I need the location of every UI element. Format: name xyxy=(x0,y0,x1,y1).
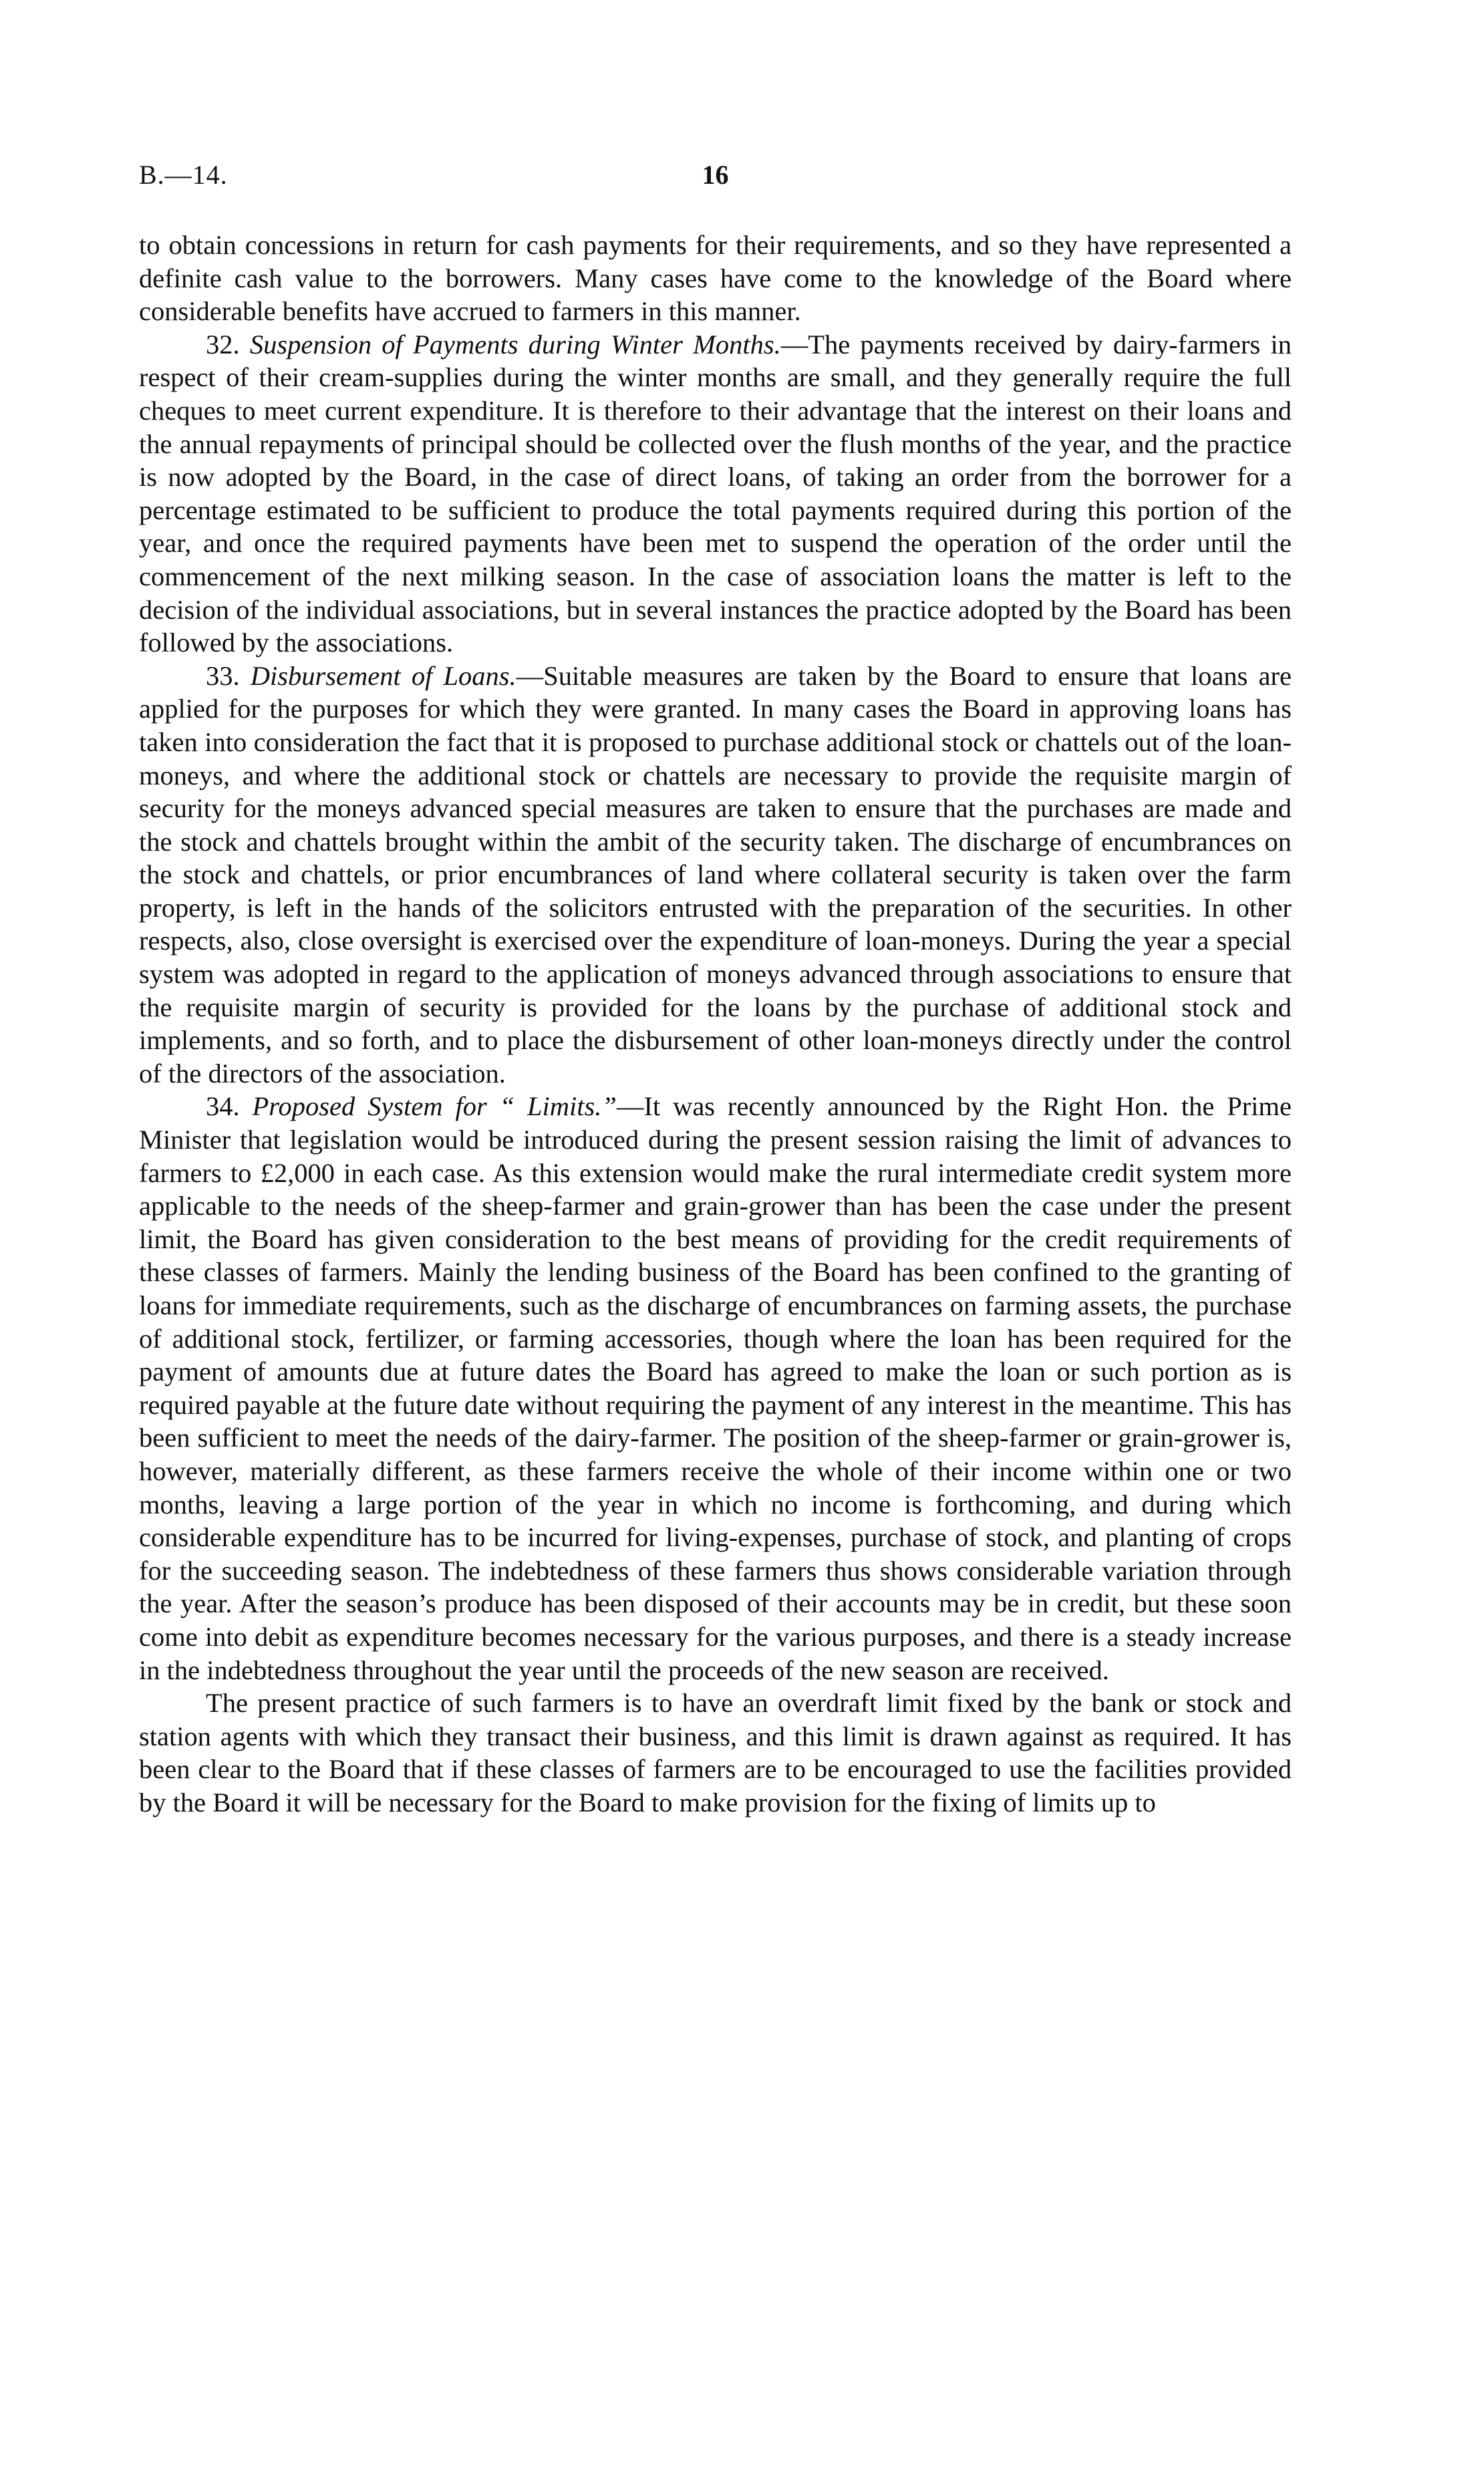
paragraph-heading: Proposed System for “ Limits.” xyxy=(252,1091,617,1122)
paragraph-text: —It was recently announced by the Right Hon. the Prime Minister that legislation would be introduced during the present session raising the limit of advances to farmers to £2,000 in each case. As this extension would make the rural intermediate credit system more applicable to the needs of the sheep-farmer and grain-grower than has been the case under the present limit, the Board has given consideration to the best means of providing for the credit requirements of these classes of farmers. Mainly the lending business of the Board has been confined to the granting of loans for immediate requirements, such as the discharge of encumbrances on farming assets, the purchase of additional stock, fertilizer, or farming accessories, though where the loan has been required for the payment of amounts due at future dates the Board has agreed to make the loan or such portion as is required payable at the future date without requiring the payment of any interest in the meantime. This has been sufficient to meet the needs of the dairy-farmer. The position of the sheep-farmer or grain-grower is, however, materially different, as these farmers receive the whole of their income within one or two months, leaving a large portion of the year in which no income is forthcoming, and during which considerable expenditure has to be incurred for living-expenses, purchase of stock, and planting of crops for the succeeding season. The indebtedness of these farmers thus shows considerable variation through the year. After the season’s produce has been disposed of their accounts may be in credit, but these soon come into debit as expenditure becomes necessary for the various purposes, and there is a steady increase in the indebtedness throughout the year until the proceeds of the new season are received. xyxy=(139,1091,1292,1685)
paragraph-text: to obtain concessions in return for cash payments for their requirements, and so they have represented a definite cash value to the borrowers. Many cases have come to the knowledge of the Board where considerable benefits have accrued to farmers in this manner. xyxy=(139,230,1292,327)
paragraph-text: —The payments received by dairy-farmers in respect of their cream-supplies during the winter months are small, and they generally require the full cheques to meet current expenditure. It is therefore to their advantage that the interest on their loans and the annual repayments of principal should be collected over the flush months of the year, and the practice is now adopted by the Board, in the case of direct loans, of taking an order from the borrower for a percentage estimated to be sufficient to produce the total payments required during this portion of the year, and once the required payments have been met to suspend the operation of the order until the commencement of the next milking season. In the case of association loans the matter is left to the decision of the individual associations, but in several instances the practice adopted by the Board has been followed by the associations. xyxy=(139,329,1292,658)
paragraph-text: The present practice of such farmers is to have an overdraft limit fixed by the bank or stock and station agents with which they transact their business, and this limit is drawn against as required. It has been clear to the Board that if these classes of farmers are to be encouraged to use the facilities provided by the Board it will be necessary for the Board to make provision for the fixing of limits up to xyxy=(139,1688,1292,1817)
paragraph-text: —Suitable measures are taken by the Board to ensure that loans are applied for the purposes for which they were granted. In many cases the Board in approving loans has taken into consideration the fact that it is proposed to purchase additional stock or chattels out of the loan-moneys, and where the additional stock or chattels are necessary to provide the requisite margin of security for the moneys advanced special measures are taken to ensure that the purchases are made and the stock and chattels brought within the ambit of the security taken. The discharge of encumbrances on the stock and chattels, or prior encumbrances of land where collateral security is taken over the farm property, is left in the hands of the solicitors entrusted with the preparation of the securities. In other respects, also, close oversight is exercised over the expenditure of loan-moneys. During the year a special system was adopted in regard to the application of moneys advanced through associations to ensure that the requisite margin of security is provided for the loans by the purchase of additional stock and implements, and so forth, and to place the disbursement of other loan-moneys directly under the control of the directors of the association. xyxy=(139,660,1292,1088)
page-number: 16 xyxy=(702,160,729,190)
paragraph-number: 32. xyxy=(206,329,240,359)
paragraph-heading: Disbursement of Loans. xyxy=(250,660,516,691)
body-text xyxy=(139,229,1292,1819)
running-header xyxy=(139,155,1292,195)
document-reference: B.—14. xyxy=(139,160,228,190)
paragraph-34 xyxy=(139,1090,1292,1687)
paragraph-heading: Suspension of Payments during Winter Months. xyxy=(249,329,781,359)
paragraph-number: 34. xyxy=(206,1091,240,1122)
paragraph-number: 33. xyxy=(206,660,240,691)
paragraph-33 xyxy=(139,660,1292,1090)
paragraph-continuation xyxy=(139,229,1292,328)
paragraph-overdraft-practice xyxy=(139,1687,1292,1819)
paragraph-32 xyxy=(139,328,1292,660)
